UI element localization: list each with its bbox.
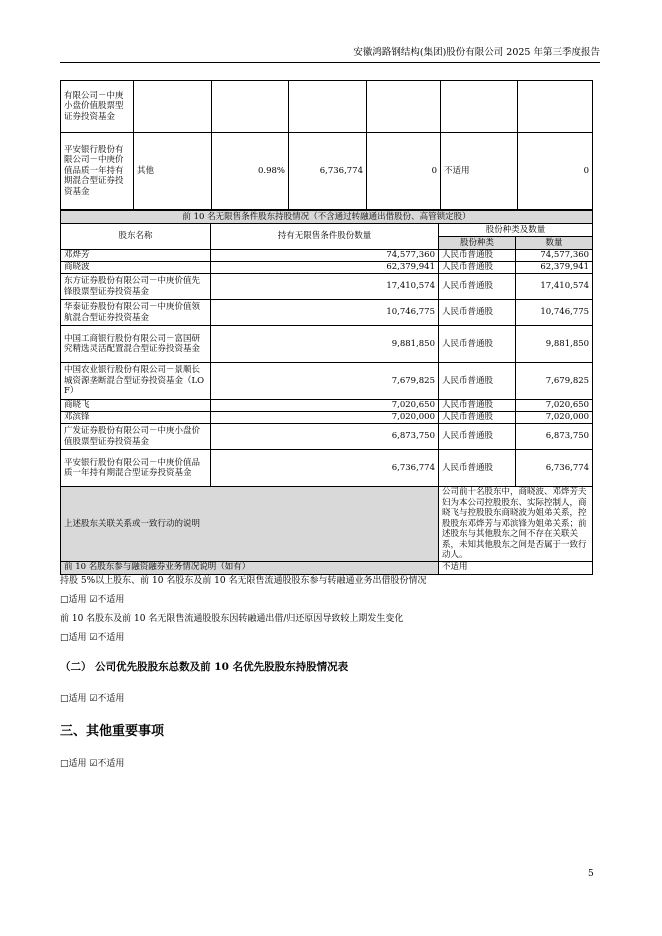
holder-qty: 7,020,000 [211, 412, 439, 424]
holder-nature-cell: 其他 [134, 133, 212, 210]
share-num: 7,020,650 [516, 400, 593, 412]
holder-qty: 7,020,650 [211, 400, 439, 412]
header-rule [60, 62, 600, 63]
share-type: 人民币普通股 [439, 450, 516, 487]
table-row [61, 250, 593, 262]
holder-qty: 10,746,775 [211, 300, 439, 326]
relation-label: 上述股东关联关系或一致行动的说明 [61, 487, 439, 562]
lending-note-title: 持股 5%以上股东、前 10 名股东及前 10 名无限售流通股股东参与转融通业务出借股份情况 [60, 576, 427, 586]
page-number: 5 [588, 869, 594, 879]
holder-name: 商晓波 [61, 262, 211, 274]
col-header-type-group: 股份种类及数量 [439, 224, 593, 237]
share-num: 6,736,774 [516, 450, 593, 487]
holder-name: 东方证券股份有限公司－中庚价值先锋股票型证券投资基金 [61, 274, 211, 300]
pledge-status-cell: 不适用 [441, 133, 518, 210]
share-num: 74,577,360 [516, 250, 593, 262]
table-title: 前 10 名无限售条件股东持股情况（不含通过转融通出借股份、高管锁定股） [61, 211, 593, 224]
share-type: 人民币普通股 [439, 262, 516, 274]
table-row [61, 81, 593, 133]
share-num: 7,679,825 [516, 363, 593, 400]
change-note-title: 前 10 名股东及前 10 名无限售流通股股东因转融通出借/归还原因导致较上期发生变化 [60, 614, 404, 624]
page-header: 安徽鸿路钢结构(集团)股份有限公司 2025 年第三季度报告 [353, 47, 600, 58]
table-row [61, 561, 593, 574]
top-holders-table-continued [60, 80, 593, 210]
lending-note-choice: □适用 ☑不适用 [60, 595, 125, 605]
holder-qty: 17,410,574 [211, 274, 439, 300]
holder-name: 广发证券股份有限公司－中庚小盘价值股票型证券投资基金 [61, 424, 211, 450]
share-type: 人民币普通股 [439, 363, 516, 400]
table-row [61, 300, 593, 326]
table-row [61, 133, 593, 210]
holder-qty: 6,873,750 [211, 424, 439, 450]
holder-name: 商晓飞 [61, 400, 211, 412]
holder-qty: 7,679,825 [211, 363, 439, 400]
table-row [61, 363, 593, 400]
table-row [61, 487, 593, 562]
share-num: 7,020,000 [516, 412, 593, 424]
unrestricted-holders-table [60, 210, 593, 575]
share-num: 62,379,941 [516, 262, 593, 274]
table-row [61, 274, 593, 300]
share-type: 人民币普通股 [439, 274, 516, 300]
share-type: 人民币普通股 [439, 300, 516, 326]
share-type: 人民币普通股 [439, 412, 516, 424]
share-num: 10,746,775 [516, 300, 593, 326]
table-row [61, 326, 593, 363]
margin-label: 前 10 名股东参与融资融券业务情况说明（如有） [61, 561, 439, 574]
share-type: 人民币普通股 [439, 400, 516, 412]
section-3-heading: 三、其他重要事项 [60, 724, 165, 739]
holder-name: 中国农业银行股份有限公司－景顺长城资源垄断混合型证券投资基金（LOF） [61, 363, 211, 400]
holder-qty: 74,577,360 [211, 250, 439, 262]
restricted-shares-cell: 0 [367, 133, 441, 210]
table-row [61, 262, 593, 274]
share-type: 人民币普通股 [439, 250, 516, 262]
share-type: 人民币普通股 [439, 326, 516, 363]
section-2-heading: （二） 公司优先股股东总数及前 10 名优先股股东持股情况表 [60, 661, 349, 673]
pledge-qty-cell: 0 [518, 133, 593, 210]
relation-text: 公司前十名股东中，商晓波、邓烨芳夫妇为本公司控股股东、实际控制人，商晓飞与控股股东商晓波为姐弟关系，控股股东邓烨芳与邓滨锋为姐弟关系；前述股东与其他股东之间不存在关联关系，未知其他股东之间是否属于一致行动人。 [439, 487, 593, 562]
table-row [61, 450, 593, 487]
col-header-qty: 持有无限售条件股份数量 [211, 224, 439, 250]
share-type: 人民币普通股 [439, 424, 516, 450]
table-row [61, 412, 593, 424]
holding-shares-cell: 6,736,774 [289, 133, 367, 210]
share-num: 6,873,750 [516, 424, 593, 450]
holder-name: 华泰证券股份有限公司－中庚价值领航混合型证券投资基金 [61, 300, 211, 326]
col-header-name: 股东名称 [61, 224, 211, 250]
section-3-choice: □适用 ☑不适用 [60, 759, 125, 769]
share-num: 9,881,850 [516, 326, 593, 363]
col-header-num: 数量 [516, 237, 593, 250]
holder-name: 中国工商银行股份有限公司－富国研究精选灵活配置混合型证券投资基金 [61, 326, 211, 363]
section-2-choice: □适用 ☑不适用 [60, 694, 125, 704]
holder-qty: 6,736,774 [211, 450, 439, 487]
share-num: 17,410,574 [516, 274, 593, 300]
holder-name-cell: 有限公司－中庚小盘价值股票型证券投资基金 [61, 81, 134, 133]
table-row [61, 424, 593, 450]
holder-qty: 9,881,850 [211, 326, 439, 363]
holder-name: 平安银行股份有限公司－中庚价值品质一年持有期混合型证券投资基金 [61, 450, 211, 487]
holding-ratio-cell: 0.98% [212, 133, 289, 210]
margin-text: 不适用 [439, 561, 593, 574]
holder-name: 邓滨锋 [61, 412, 211, 424]
table-row [61, 400, 593, 412]
holder-name: 邓烨芳 [61, 250, 211, 262]
holder-name-cell: 平安银行股份有限公司－中庚价值品质一年持有期混合型证券投资基金 [61, 133, 134, 210]
change-note-choice: □适用 ☑不适用 [60, 633, 125, 643]
col-header-type: 股份种类 [439, 237, 516, 250]
holder-qty: 62,379,941 [211, 262, 439, 274]
